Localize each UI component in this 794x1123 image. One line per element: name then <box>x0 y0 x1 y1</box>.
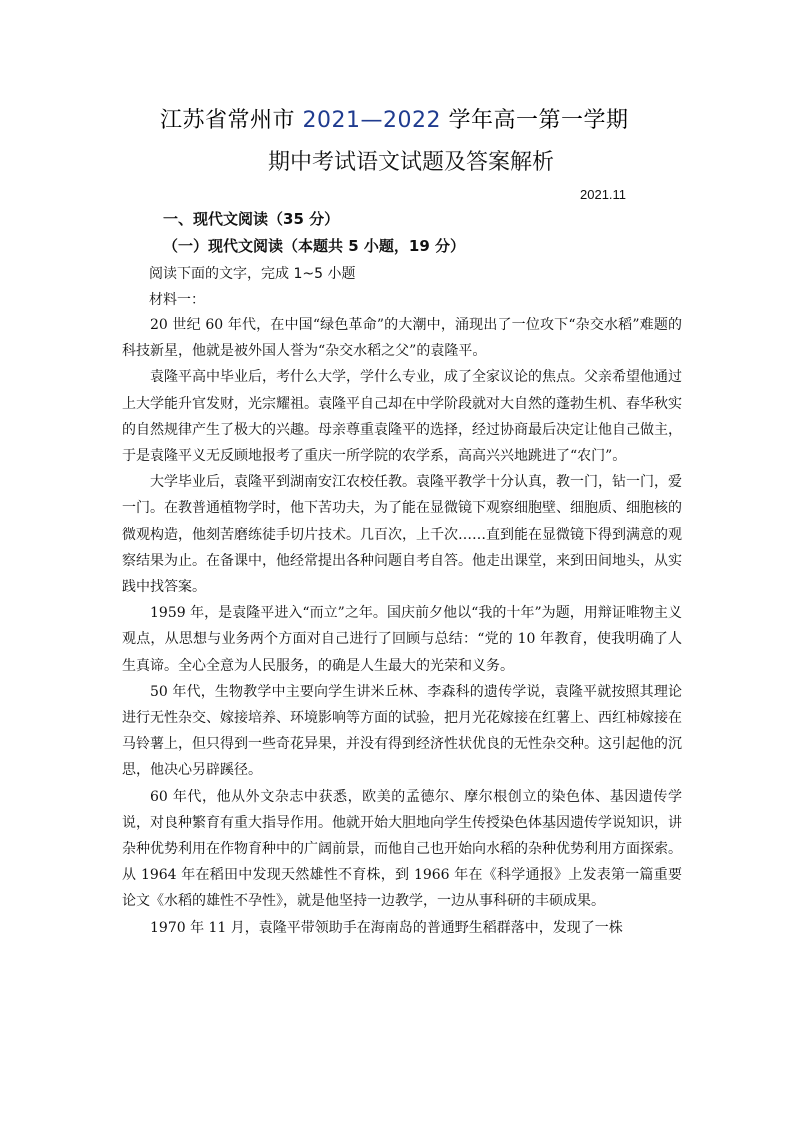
material-label: 材料一： <box>149 292 205 308</box>
reading-instruction: 阅读下面的文字，完成 1~5 小题 <box>149 266 356 282</box>
document-title-line2: 期中考试语文试题及答案解析 <box>268 150 555 175</box>
paragraph: 大学毕业后，袁隆平到湖南安江农校任教。袁隆平教学十分认真，教一门，钻一门，爱一门。在教普通植物学时，他下苦功夫，为了能在显微镜下观察细胞壁、细胞质、细胞核的微观构造，他刻苦磨练徒手切片技术。几百次，上千次……直到能在显微镜下得到满意的观察结果为止。在备课中，他经常提出各种问题自考自答。他走出课堂，来到田间地头，从实践中找答案。 <box>122 474 682 596</box>
paragraph: 50 年代，生物教学中主要向学生讲米丘林、李森科的遗传学说，袁隆平就按照其理论进行无性杂交、嫁接培养、环境影响等方面的试验，把月光花嫁接在红薯上、西红柿嫁接在马铃薯上，但只得到一些奇花异果，并没有得到经济性状优良的无性杂交种。这引起他的沉思，他决心另辟蹊径。 <box>122 683 682 779</box>
paragraph: 1970 年 11 月，袁隆平带领助手在海南岛的普通野生稻群落中，发现了一株 <box>150 919 623 936</box>
title-region: 江苏省常州市 <box>160 108 303 133</box>
section-heading-1: 一、现代文阅读（35 分） <box>163 210 340 228</box>
paragraph: 1959 年，是袁隆平进入“而立”之年。国庆前夕他以“我的十年”为题，用辩证唯物主义观点，从思想与业务两个方面对自己进行了回顾与总结：“党的 10 年教育，使我明确了人生真谛。全心全意为人民服务，的确是人生最大的光荣和义务。 <box>122 605 682 674</box>
section-heading-2: （一）现代文阅读（本题共 5 小题，19 分） <box>163 237 465 255</box>
title-term: 学年高一第一学期 <box>440 108 629 133</box>
paragraph: 20 世纪 60 年代，在中国“绿色革命”的大潮中，涌现出了一位攻下“杂交水稻”难题的科技新星，他就是被外国人誉为“杂交水稻之父”的袁隆平。 <box>122 317 682 360</box>
document-date: 2021.11 <box>580 187 627 202</box>
document-title-line1 <box>160 103 628 134</box>
title-years: 2021—2022 <box>302 108 441 133</box>
paragraph: 袁隆平高中毕业后，考什么大学，学什么专业，成了全家议论的焦点。父亲希望他通过上大学能升官发财，光宗耀祖。袁隆平自己却在中学阶段就对大自然的蓬勃生机、春华秋实的自然规律产生了极大的兴趣。母亲尊重袁隆平的选择，经过协商最后决定让他自己做主，于是袁隆平义无反顾地报考了重庆一所学院的农学系，高高兴兴地跳进了“农门”。 <box>122 369 682 465</box>
article-body <box>122 312 682 941</box>
paragraph: 60 年代，他从外文杂志中获悉，欧美的孟德尔、摩尔根创立的染色体、基因遗传学说，对良种繁育有重大指导作用。他就开始大胆地向学生传授染色体基因遗传学说知识，讲杂种优势利用在作物育种中的广阔前景，而他自己也开始向水稻的杂种优势利用方面探索。从 1964 年在稻田中发现天然雄性不育株，到 1966 年在《科学通报》上发表第一篇重要论文《水稻的雄性不孕性》，就是他坚持一边教学，一边从事科研的丰硕成果。 <box>122 788 682 910</box>
